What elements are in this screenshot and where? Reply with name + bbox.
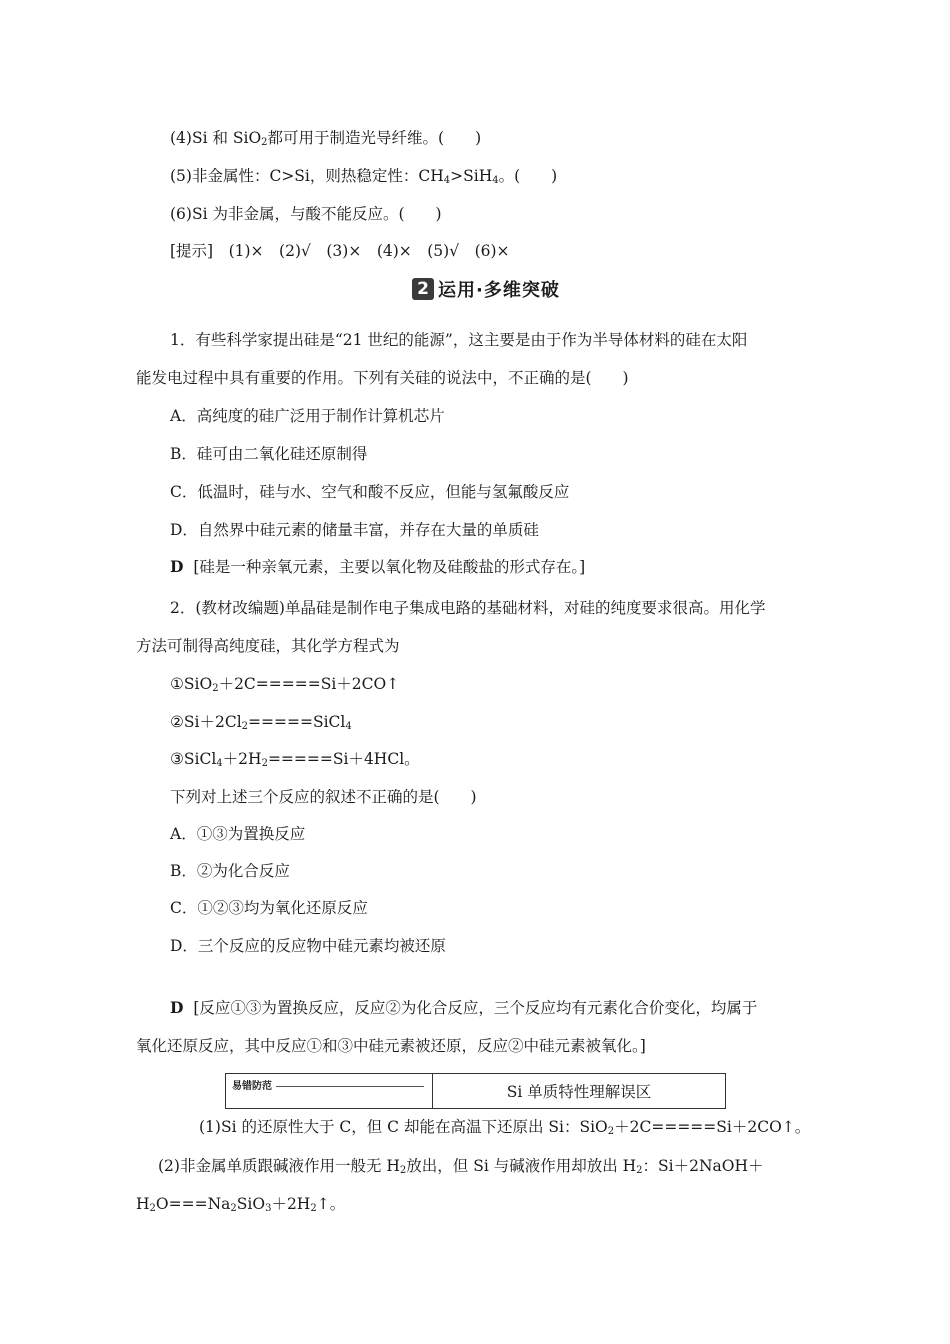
q1-answer-letter: D — [170, 557, 184, 576]
judge-item-4: (4)Si 和 SiO$_2$都可用于制造光导纤维。( ) — [170, 129, 482, 148]
tip-label: 易错防范 — [232, 1081, 272, 1092]
q1-option-d: D．自然界中硅元素的储量丰富，并存在大量的单质硅 — [170, 521, 539, 539]
q2-option-c: C．①②③均为氧化还原反应 — [170, 899, 368, 917]
tip-label-rule — [276, 1086, 424, 1087]
section-number-badge: 2 — [412, 278, 434, 300]
q1-stem-line1: 1．有些科学家提出硅是“21 世纪的能源”，这主要是由于作为半导体材料的硅在太阳 — [170, 331, 748, 349]
q2-question: 下列对上述三个反应的叙述不正确的是( ) — [170, 788, 477, 806]
judge-item-6: (6)Si 为非金属，与酸不能反应。( ) — [170, 205, 442, 223]
q2-answer-letter: D — [170, 998, 184, 1017]
tip-box — [225, 1073, 726, 1109]
q1-answer-text: [硅是一种亲氧元素，主要以氧化物及硅酸盐的形式存在。] — [193, 558, 586, 576]
tip-title: Si 单质特性理解误区 — [506, 1083, 652, 1101]
tip-point-2: (2)非金属单质跟碱液作用一般无 $H_2$放出，但 Si 与碱液作用却放出 $H_2$：Si＋2NaOH＋ — [158, 1157, 764, 1176]
q2-equation-2: $②Si+2Cl_2=====SiCl_4$ — [170, 713, 352, 732]
q1-option-b: B．硅可由二氧化硅还原制得 — [170, 445, 368, 463]
q2-equation-1: ①SiO$_2$＋2C=====Si＋2CO↑ — [170, 675, 400, 694]
q2-equation-3: $③SiCl_4+2H_2=====Si+4HCl$。 — [170, 750, 420, 769]
q1-stem-line2: 能发电过程中具有重要的作用。下列有关硅的说法中，不正确的是( ) — [136, 369, 629, 387]
q1-option-a: A．高纯度的硅广泛用于制作计算机芯片 — [170, 407, 445, 425]
q2-option-d: D．三个反应的反应物中硅元素均被还原 — [170, 937, 446, 955]
q2-option-a: A．①③为置换反应 — [170, 825, 306, 843]
q2-stem-line2: 方法可制得高纯度硅，其化学方程式为 — [136, 637, 400, 655]
tip-point-2-cont: $H_2O===Na_2SiO_3+2H_2↑$。 — [136, 1195, 346, 1214]
judge-item-5: (5)非金属性：C>Si，则热稳定性：$CH_4>SiH_4$。( ) — [170, 167, 558, 186]
q1-answer — [170, 557, 585, 577]
section-header — [412, 276, 560, 302]
q2-answer-line2: 氧化还原反应，其中反应①和③中硅元素被还原，反应②中硅元素被氧化。] — [136, 1037, 646, 1055]
section-title: 运用·多维突破 — [438, 280, 560, 301]
q1-option-c: C．低温时，硅与水、空气和酸不反应，但能与氢氟酸反应 — [170, 483, 570, 501]
q2-option-b: B．②为化合反应 — [170, 862, 290, 880]
hint-answers: [提示] (1)× (2)√ (3)× (4)× (5)√ (6)× — [170, 242, 510, 260]
q2-answer-line1: D [反应①③为置换反应，反应②为化合反应，三个反应均有元素化合价变化，均属于 — [170, 998, 758, 1017]
tip-label-cell — [226, 1074, 433, 1108]
q2-stem-line1: 2．(教材改编题)单晶硅是制作电子集成电路的基础材料，对硅的纯度要求很高。用化学 — [170, 599, 766, 617]
tip-point-1: (1)Si 的还原性大于 C，但 C 却能在高温下还原出 Si：SiO$_2$＋2C=====Si＋2CO↑。 — [199, 1118, 811, 1137]
